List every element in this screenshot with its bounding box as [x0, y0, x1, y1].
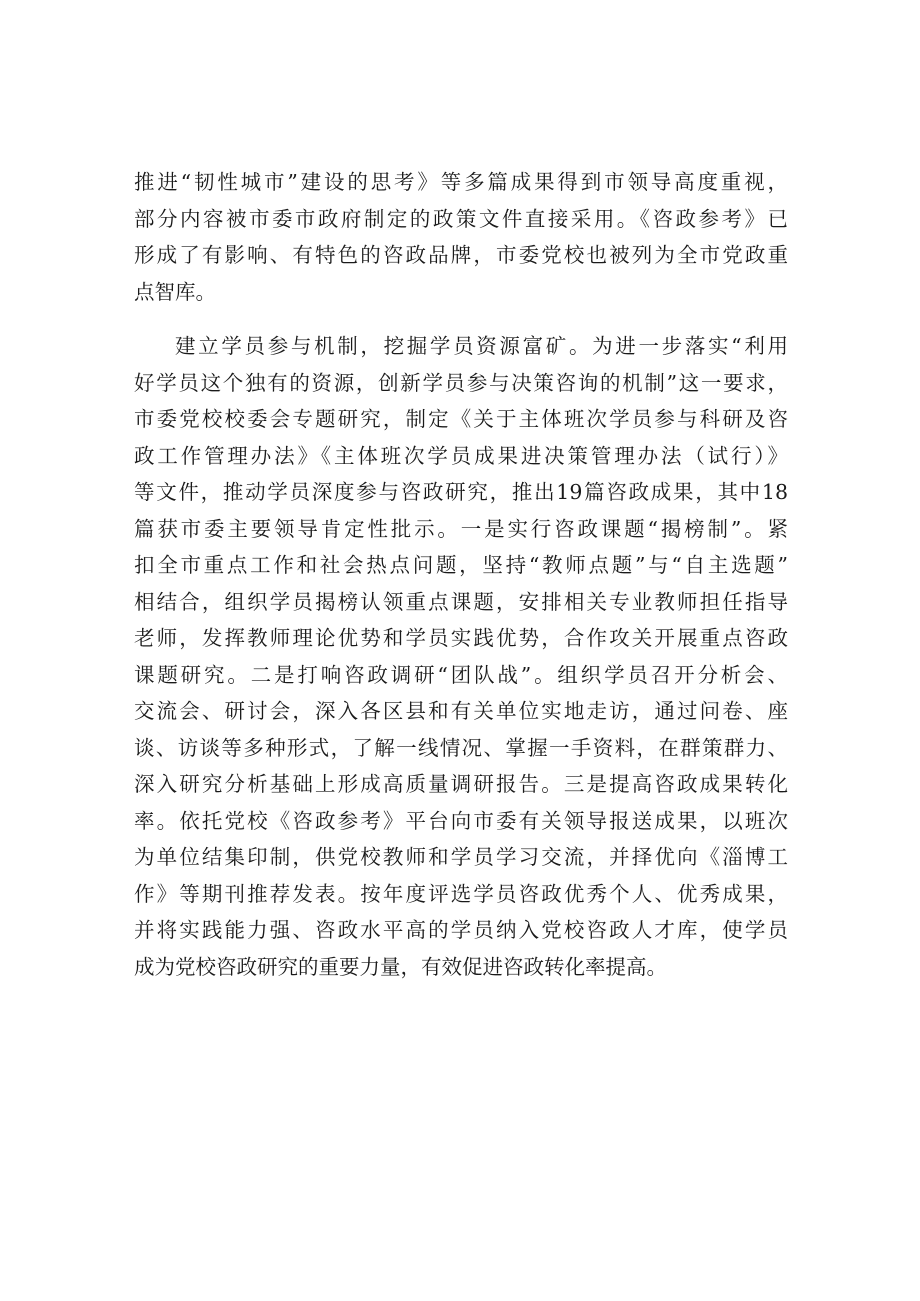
paragraph-line: 成为党校咨政研究的重要力量，有效促进咨政转化率提高。	[134, 954, 667, 979]
paragraph-1	[134, 164, 788, 310]
paragraph-line: 扣全市重点工作和社会热点问题，坚持“教师点题”与“自主选题”	[134, 553, 788, 577]
document-body	[134, 164, 788, 985]
paragraph-line: 课题研究。二是打响咨政调研“团队战”。组织学员召开分析会、	[134, 662, 788, 687]
paragraph-line: 老师，发挥教师理论优势和学员实践优势，合作攻关开展重点咨政	[134, 626, 788, 650]
paragraph-line: 等文件，推动学员深度参与咨政研究，推出19篇咨政成果，其中18	[134, 480, 788, 504]
paragraph-line: 推进“韧性城市”建设的思考》等多篇成果得到市领导高度重视，	[134, 170, 788, 194]
paragraph-line: 篇获市委主要领导肯定性批示。一是实行咨政课题“揭榜制”。紧	[134, 516, 788, 541]
paragraph-line: 部分内容被市委市政府制定的政策文件直接采用。《咨政参考》已	[134, 206, 788, 231]
paragraph-line: 政工作管理办法》《主体班次学员成果进决策管理办法（试行）》	[134, 443, 788, 468]
paragraph-line: 形成了有影响、有特色的咨政品牌，市委党校也被列为全市党政重	[134, 243, 788, 267]
paragraph-line: 率。依托党校《咨政参考》平台向市委有关领导报送成果，以班次	[134, 808, 788, 833]
paragraph-line: 好学员这个独有的资源，创新学员参与决策咨询的机制”这一要求，	[134, 370, 788, 395]
paragraph-line: 相结合，组织学员揭榜认领重点课题，安排相关专业教师担任指导	[134, 589, 788, 614]
paragraph-line: 为单位结集印制，供党校教师和学员学习交流，并择优向《淄博工	[134, 845, 788, 869]
paragraph-line: 点智库。	[134, 279, 216, 304]
paragraph-2	[134, 328, 788, 985]
paragraph-line: 深入研究分析基础上形成高质量调研报告。三是提高咨政成果转化	[134, 772, 788, 796]
paragraph-line: 谈、访谈等多种形式，了解一线情况、掌握一手资料，在群策群力、	[134, 735, 788, 760]
paragraph-line: 并将实践能力强、咨政水平高的学员纳入党校咨政人才库，使学员	[134, 918, 788, 942]
paragraph-line: 建立学员参与机制，挖掘学员资源富矿。为进一步落实“利用	[175, 334, 788, 358]
paragraph-line: 作》等期刊推荐发表。按年度评选学员咨政优秀个人、优秀成果，	[134, 881, 788, 906]
paragraph-line: 交流会、研讨会，深入各区县和有关单位实地走访，通过问卷、座	[134, 699, 788, 723]
paragraph-line: 市委党校校委会专题研究，制定《关于主体班次学员参与科研及咨	[134, 407, 788, 431]
